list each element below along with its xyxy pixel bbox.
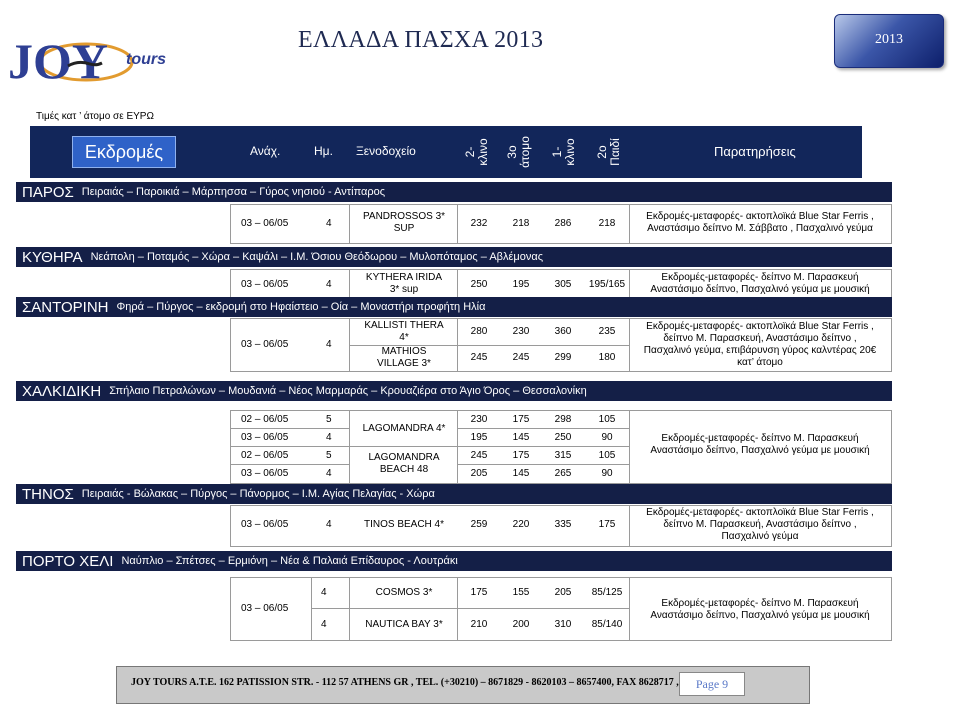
header-single-label: 1- κλινο bbox=[550, 138, 577, 166]
nights: 4 bbox=[321, 587, 327, 598]
hotel: KALLISTI THERA 4* bbox=[364, 320, 444, 343]
price-third: 145 bbox=[512, 468, 530, 479]
nights: 4 bbox=[326, 218, 332, 229]
price-child: 175 bbox=[598, 519, 616, 530]
price-single: 299 bbox=[554, 352, 572, 363]
price-child: 218 bbox=[598, 218, 616, 229]
nights: 4 bbox=[326, 432, 332, 443]
price-third: 245 bbox=[512, 352, 530, 363]
region-name: ΤΗΝΟΣ bbox=[22, 485, 74, 503]
region-porto-cheli bbox=[16, 551, 892, 571]
remarks: Εκδρομές-μεταφορές- ακτοπλοϊκά Blue Star Ferris , δείπνο Μ. Παρασκευή, Αναστάσιμο δείπνο , Πασχαλινό γεύμα bbox=[646, 507, 874, 542]
header-child bbox=[595, 128, 622, 176]
header-third-label: 3ο άτομο bbox=[505, 136, 532, 168]
price-double: 205 bbox=[470, 468, 488, 479]
price-child: 180 bbox=[598, 352, 616, 363]
footer-address: JOY TOURS A.T.E. 162 PATISSION STR. - 112 57 ATHENS GR , TEL. (+30210) – 8671829 - 8620103 – 8657400, FAX 8628717 , bbox=[131, 677, 679, 688]
region-route: Φηρά – Πύργος – εκδρομή στο Ηφαίστειο – Οία – Μοναστήρι προφήτη Ηλία bbox=[116, 301, 486, 313]
price-double: 259 bbox=[470, 519, 488, 530]
region-route: Σπήλαιο Πετραλώνων – Μουδανιά – Νέος Μαρμαράς – Κρουαζιέρα στο Άγιο Όρος – Θεσσαλονίκη bbox=[109, 385, 587, 397]
paros-table bbox=[230, 204, 892, 244]
prices-note: Τιμές κατ ’ άτομο σε ΕΥΡΩ bbox=[36, 111, 154, 122]
price-single: 250 bbox=[554, 432, 572, 443]
dates: 03 – 06/05 bbox=[241, 339, 289, 350]
hotel: KYTHERA IRIDA 3* sup bbox=[365, 272, 443, 295]
price-double: 210 bbox=[470, 619, 488, 630]
region-tinos bbox=[16, 484, 892, 504]
region-name: ΠΟΡΤΟ ΧΕΛΙ bbox=[22, 552, 114, 570]
nights: 4 bbox=[326, 339, 332, 350]
dates: 02 – 06/05 bbox=[241, 414, 289, 425]
header-remarks: Παρατηρήσεις bbox=[714, 144, 796, 159]
tinos-table bbox=[230, 505, 892, 547]
region-route: Ναύπλιο – Σπέτσες – Ερμιόνη – Νέα & Παλαιά Επίδαυρος - Λουτράκι bbox=[121, 555, 458, 567]
header-double bbox=[463, 128, 490, 176]
price-third: 200 bbox=[512, 619, 530, 630]
region-chalkidiki bbox=[16, 381, 892, 401]
price-third: 195 bbox=[512, 279, 530, 290]
region-paros bbox=[16, 182, 892, 202]
price-third: 230 bbox=[512, 326, 530, 337]
header-third-person bbox=[505, 128, 532, 176]
santorini-table bbox=[230, 318, 892, 372]
price-child: 90 bbox=[601, 468, 613, 479]
logo-graphic bbox=[6, 26, 176, 92]
dates: 03 – 06/05 bbox=[241, 218, 289, 229]
page-title: ΕΛΛΑΔΑ ΠΑΣΧΑ 2013 bbox=[298, 27, 544, 53]
region-name: ΣΑΝΤΟΡΙΝΗ bbox=[22, 298, 109, 316]
nights: 4 bbox=[326, 279, 332, 290]
region-kythira bbox=[16, 247, 892, 267]
hotel: TINOS BEACH 4* bbox=[363, 519, 445, 530]
price-double: 245 bbox=[470, 450, 488, 461]
hotel: MATHIOS VILLAGE 3* bbox=[377, 346, 431, 369]
region-route: Πειραιάς - Βώλακας – Πύργος – Πάνορμος – Ι.Μ. Αγίας Πελαγίας - Χώρα bbox=[81, 488, 435, 500]
year-badge bbox=[834, 14, 944, 68]
remarks: Εκδρομές-μεταφορές- δείπνο Μ. Παρασκευή Αναστάσιμο δείπνο, Πασχαλινό γεύμα με μουσική bbox=[650, 272, 870, 295]
price-child: 85/125 bbox=[591, 587, 623, 598]
remarks: Εκδρομές-μεταφορές- δείπνο Μ. Παρασκευή Αναστάσιμο δείπνο, Πασχαλινό γεύμα με μουσική bbox=[650, 598, 870, 621]
price-third: 175 bbox=[512, 450, 530, 461]
remarks: Εκδρομές-μεταφορές- δείπνο Μ. Παρασκευή Αναστάσιμο δείπνο, Πασχαλινό γεύμα με μουσική bbox=[650, 433, 870, 456]
region-santorini bbox=[16, 297, 892, 317]
price-double: 250 bbox=[470, 279, 488, 290]
header-single bbox=[550, 128, 577, 176]
logo-main-text: JOY bbox=[8, 33, 108, 89]
nights: 4 bbox=[326, 519, 332, 530]
nights: 4 bbox=[326, 468, 332, 479]
chalkidiki-table bbox=[230, 410, 892, 484]
price-third: 155 bbox=[512, 587, 530, 598]
dates: 02 – 06/05 bbox=[241, 450, 289, 461]
price-double: 232 bbox=[470, 218, 488, 229]
price-child: 195/165 bbox=[588, 279, 626, 290]
region-name: ΧΑΛΚΙΔΙΚΗ bbox=[22, 382, 102, 400]
price-child: 105 bbox=[598, 414, 616, 425]
price-child: 85/140 bbox=[591, 619, 623, 630]
price-third: 220 bbox=[512, 519, 530, 530]
page-number: Page 9 bbox=[679, 672, 745, 696]
dates: 03 – 06/05 bbox=[241, 603, 289, 614]
price-single: 265 bbox=[554, 468, 572, 479]
dates: 03 – 06/05 bbox=[241, 279, 289, 290]
price-single: 286 bbox=[554, 218, 572, 229]
excursions-header bbox=[72, 136, 176, 168]
price-third: 145 bbox=[512, 432, 530, 443]
price-single: 205 bbox=[554, 587, 572, 598]
price-third: 218 bbox=[512, 218, 530, 229]
hotel: PANDROSSOS 3* SUP bbox=[362, 211, 446, 234]
hotel: LAGOMANDRA BEACH 48 bbox=[368, 452, 440, 475]
price-double: 245 bbox=[470, 352, 488, 363]
price-child: 105 bbox=[598, 450, 616, 461]
price-double: 230 bbox=[470, 414, 488, 425]
price-single: 305 bbox=[554, 279, 572, 290]
nights: 5 bbox=[326, 414, 332, 425]
hotel: LAGOMANDRA 4* bbox=[362, 423, 446, 434]
price-single: 335 bbox=[554, 519, 572, 530]
price-third: 175 bbox=[512, 414, 530, 425]
hotel: NAUTICA BAY 3* bbox=[365, 619, 443, 630]
price-double: 175 bbox=[470, 587, 488, 598]
price-single: 310 bbox=[554, 619, 572, 630]
hotel: COSMOS 3* bbox=[375, 587, 433, 598]
header-nights: Ημ. bbox=[314, 144, 333, 158]
region-route: Πειραιάς – Παροικιά – Μάρπησσα – Γύρος νησιού - Αντίπαρος bbox=[81, 186, 386, 198]
logo-sub-text: tours bbox=[126, 51, 166, 68]
nights: 5 bbox=[326, 450, 332, 461]
header-departure: Ανάχ. bbox=[250, 144, 281, 158]
excursions-label: Εκδρομές bbox=[84, 142, 164, 162]
year-badge-text: 2013 bbox=[875, 32, 903, 47]
remarks: Εκδρομές-μεταφορές- ακτοπλοϊκά Blue Star Ferris , δείπνο Μ. Παρασκευή, Αναστάσιμο δείπνο , Πασχαλινό γεύμα, επιβάρυνση γύρος καλντέρας 20€ κατ’ άτομο bbox=[643, 321, 877, 368]
dates: 03 – 06/05 bbox=[241, 519, 289, 530]
price-single: 360 bbox=[554, 326, 572, 337]
nights: 4 bbox=[321, 619, 327, 630]
price-child: 235 bbox=[598, 326, 616, 337]
dates: 03 – 06/05 bbox=[241, 432, 289, 443]
price-double: 280 bbox=[470, 326, 488, 337]
region-name: ΚΥΘΗΡΑ bbox=[22, 248, 83, 266]
header-child-label: 2ο Παιδί bbox=[595, 138, 622, 166]
price-single: 315 bbox=[554, 450, 572, 461]
region-name: ΠΑΡΟΣ bbox=[22, 183, 74, 201]
remarks: Εκδρομές-μεταφορές- ακτοπλοϊκά Blue Star Ferris , Αναστάσιμο δείπνο Μ. Σάββατο , Πασχαλινό γεύμα bbox=[646, 211, 874, 234]
region-route: Νεάπολη – Ποταμός – Χώρα – Καψάλι – Ι.Μ. Όσιου Θεόδωρου – Μυλοπόταμος – Αβλέμονας bbox=[90, 251, 544, 263]
joy-tours-logo bbox=[6, 26, 176, 92]
price-double: 195 bbox=[470, 432, 488, 443]
table-header bbox=[30, 126, 862, 178]
price-child: 90 bbox=[601, 432, 613, 443]
header-hotel: Ξενοδοχείο bbox=[356, 144, 416, 158]
dates: 03 – 06/05 bbox=[241, 468, 289, 479]
price-single: 298 bbox=[554, 414, 572, 425]
header-double-label: 2- κλινο bbox=[463, 138, 490, 166]
porto-cheli-table bbox=[230, 577, 892, 641]
page-footer bbox=[116, 666, 810, 704]
